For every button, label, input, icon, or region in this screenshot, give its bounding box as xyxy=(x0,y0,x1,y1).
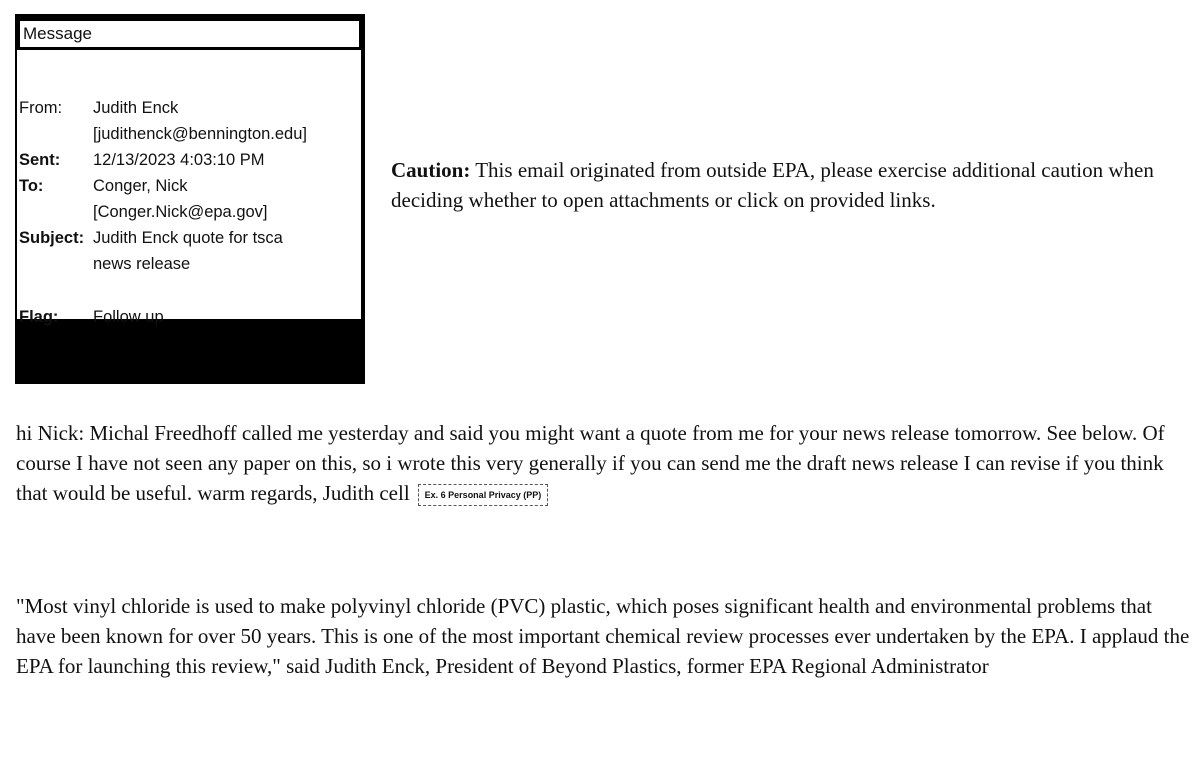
caution-text: This email originated from outside EPA, please exercise additional caution when deciding whether to open attachments or click on provided links. xyxy=(391,158,1154,212)
from-label: From: xyxy=(19,99,63,117)
caution-label: Caution: xyxy=(391,158,471,182)
sent-label: Sent: xyxy=(19,151,61,169)
flag-row xyxy=(19,304,164,330)
sent-row xyxy=(19,147,265,173)
email-greeting-paragraph xyxy=(16,418,1196,508)
to-label: To: xyxy=(19,177,44,195)
subject-line1: Judith Enck quote for tsca xyxy=(93,229,283,247)
subject-label: Subject: xyxy=(19,229,85,247)
to-row xyxy=(19,173,188,199)
to-name: Conger, Nick xyxy=(93,177,188,195)
sent-value: 12/13/2023 4:03:10 PM xyxy=(93,151,265,169)
from-row xyxy=(19,95,179,121)
subject-line2: news release xyxy=(93,255,191,273)
flag-label: Flag: xyxy=(19,308,59,326)
caution-notice xyxy=(391,155,1181,215)
quote-paragraph xyxy=(16,591,1196,681)
flag-value: Follow up xyxy=(93,308,164,326)
greeting-text: hi Nick: Michal Freedhoff called me yesterday and said you might want a quote from me for your news release tomorrow. See below. Of course I have not seen any paper on this, so i wrote this very generally if you can send me the draft news release I can revise if you think that would be useful. warm regards, Judith cell xyxy=(16,421,1165,505)
message-header-fields xyxy=(17,50,361,326)
from-email: [judithenck@bennington.edu] xyxy=(93,125,307,143)
subject-row xyxy=(19,225,283,251)
quote-text: "Most vinyl chloride is used to make polyvinyl chloride (PVC) plastic, which poses significant health and environmental problems that have been known for over 50 years. This is one of the most important chemical review processes ever undertaken by the EPA. I applaud the EPA for launching this review," said Judith Enck, President of Beyond Plastics, former EPA Regional Administrator xyxy=(16,594,1190,678)
message-title: Message xyxy=(19,20,360,48)
from-name: Judith Enck xyxy=(93,99,179,117)
subject-line2-row xyxy=(19,251,191,277)
to-email-row xyxy=(19,199,268,225)
redaction-box: Ex. 6 Personal Privacy (PP) xyxy=(418,484,549,506)
to-email: [Conger.Nick@epa.gov] xyxy=(93,203,268,221)
from-email-row xyxy=(19,121,307,147)
message-header-box xyxy=(15,14,365,384)
